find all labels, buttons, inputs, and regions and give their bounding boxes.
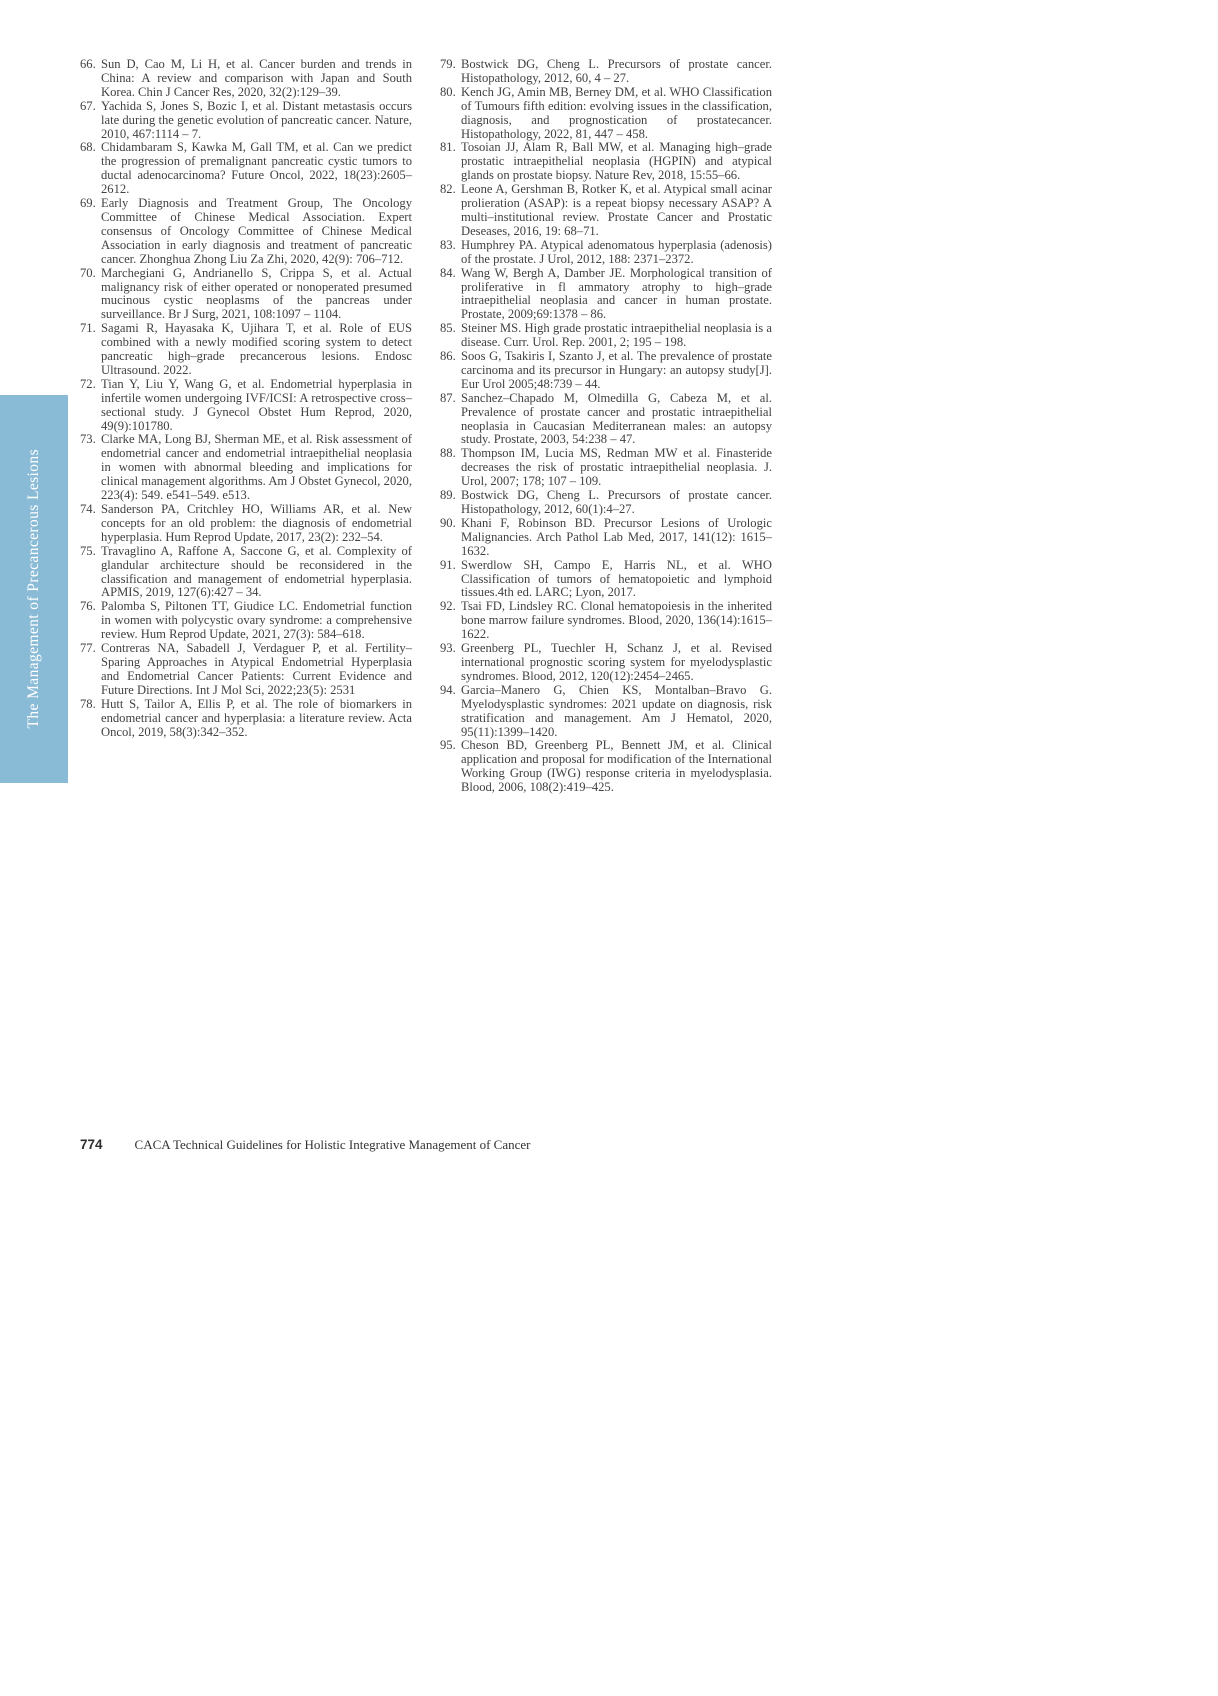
references-column-right bbox=[440, 58, 772, 795]
reference-text: Greenberg PL, Tuechler H, Schanz J, et al. Revised international prognostic scoring system for myelodysplastic syndromes. Blood, 2012, 120(12):2454–2465. bbox=[461, 641, 772, 683]
reference-item bbox=[440, 322, 772, 350]
reference-item bbox=[440, 392, 772, 448]
reference-item bbox=[440, 86, 772, 142]
reference-text: Early Diagnosis and Treatment Group, The Oncology Committee of Chinese Medical Association. Expert consensus of Oncology Committee of Chinese Medical Association in early diagnosis and treatment of pancreatic cancer. Zhonghua Zhong Liu Za Zhi, 2020, 42(9): 706–712. bbox=[101, 196, 412, 266]
reference-item bbox=[80, 141, 412, 197]
reference-item bbox=[80, 100, 412, 142]
reference-text: Garcia–Manero G, Chien KS, Montalban–Bravo G. Myelodysplastic syndromes: 2021 update on diagnosis, risk stratification and management. Am J Hematol, 2020, 95(11):1399–1420. bbox=[461, 682, 772, 739]
reference-number: 93. bbox=[440, 641, 456, 656]
reference-item bbox=[440, 559, 772, 601]
reference-number: 71. bbox=[80, 321, 96, 336]
reference-number: 91. bbox=[440, 557, 456, 572]
reference-text: Tsai FD, Lindsley RC. Clonal hematopoiesis in the inherited bone marrow failure syndromes. Blood, 2020, 136(14):1615–1622. bbox=[461, 599, 772, 642]
reference-text: Marchegiani G, Andrianello S, Crippa S, et al. Actual malignancy risk of either operated or nonoperated presumed mucinous cystic neoplasms of the pancreas under surveillance. Br J Surg, 2021, 108:1097 – 1104. bbox=[101, 265, 412, 322]
references-column-left bbox=[80, 58, 412, 795]
reference-item bbox=[440, 739, 772, 795]
reference-item bbox=[440, 642, 772, 684]
reference-number: 81. bbox=[440, 140, 456, 155]
reference-text: Tian Y, Liu Y, Wang G, et al. Endometrial hyperplasia in infertile women undergoing IVF/ICSI: A retrospective cross–sectional study. J Gynecol Obstet Hum Reprod, 2020, 49(9):101780. bbox=[101, 376, 412, 433]
reference-text: Tosoian JJ, Alam R, Ball MW, et al. Managing high–grade prostatic intraepithelial neoplasia (HGPIN) and atypical glands on prostate biopsy. Nature Rev, 2018, 15:55–66. bbox=[461, 140, 772, 183]
reference-item bbox=[80, 378, 412, 434]
reference-number: 82. bbox=[440, 182, 456, 197]
reference-item bbox=[440, 58, 772, 86]
reference-item bbox=[440, 489, 772, 517]
reference-item bbox=[80, 503, 412, 545]
reference-text: Thompson IM, Lucia MS, Redman MW et al. Finasteride decreases the risk of prostatic intraepithelial neoplasia. J. Urol, 2007; 178; 107 – 109. bbox=[461, 446, 772, 489]
reference-text: Bostwick DG, Cheng L. Precursors of prostate cancer. Histopathology, 2012, 60(1):4–27. bbox=[461, 488, 772, 516]
reference-item bbox=[80, 600, 412, 642]
reference-text: Chidambaram S, Kawka M, Gall TM, et al. Can we predict the progression of premalignant pancreatic cystic tumors to ductal adenocarcinoma? Future Oncol, 2022, 18(23):2605–2612. bbox=[101, 140, 412, 197]
reference-text: Palomba S, Piltonen TT, Giudice LC. Endometrial function in women with polycystic ovary syndrome: a comprehensive review. Hum Reprod Update, 2021, 27(3): 584–618. bbox=[101, 599, 412, 642]
chapter-sidebar-band bbox=[0, 395, 68, 783]
reference-number: 95. bbox=[440, 738, 456, 753]
reference-number: 78. bbox=[80, 696, 96, 711]
reference-number: 74. bbox=[80, 502, 96, 516]
reference-item bbox=[440, 600, 772, 642]
reference-item bbox=[440, 350, 772, 392]
reference-number: 77. bbox=[80, 641, 96, 656]
reference-number: 88. bbox=[440, 446, 456, 461]
reference-text: Travaglino A, Raffone A, Saccone G, et al. Complexity of glandular architecture should be reconsidered in the classification and management of endometrial hyperplasia. APMIS, 2019, 127(6):427 – 34. bbox=[101, 543, 412, 600]
reference-item bbox=[80, 197, 412, 267]
reference-item bbox=[440, 447, 772, 489]
reference-item bbox=[440, 267, 772, 323]
reference-number: 87. bbox=[440, 390, 456, 405]
reference-text: Cheson BD, Greenberg PL, Bennett JM, et al. Clinical application and proposal for modification of the International Working Group (IWG) response criteria in myelodysplasia. Blood, 2006, 108(2):419–425. bbox=[461, 738, 772, 795]
reference-text: Sun D, Cao M, Li H, et al. Cancer burden and trends in China: A review and comparison with Japan and South Korea. Chin J Cancer Res, 2020, 32(2):129–39. bbox=[101, 57, 412, 99]
reference-number: 68. bbox=[80, 140, 96, 155]
reference-item bbox=[440, 183, 772, 239]
reference-item bbox=[440, 517, 772, 559]
reference-item bbox=[80, 58, 412, 100]
reference-text: Bostwick DG, Cheng L. Precursors of prostate cancer. Histopathology, 2012, 60, 4 – 27. bbox=[461, 57, 772, 85]
reference-item bbox=[80, 433, 412, 503]
reference-number: 84. bbox=[440, 265, 456, 280]
reference-text: Leone A, Gershman B, Rotker K, et al. Atypical small acinar prolieration (ASAP): is a repeat biopsy necessary ASAP? A multi–institutional review. Prostate Cancer and Prostatic Deseases, 2016, 19: 68–71. bbox=[461, 182, 772, 238]
reference-number: 80. bbox=[440, 84, 456, 99]
reference-number: 69. bbox=[80, 196, 96, 211]
reference-number: 90. bbox=[440, 515, 456, 530]
footer-running-title: CACA Technical Guidelines for Holistic Integrative Management of Cancer bbox=[134, 1137, 531, 1152]
reference-text: Yachida S, Jones S, Bozic I, et al. Distant metastasis occurs late during the genetic evolution of pancreatic cancer. Nature, 2010, 467:1114 – 7. bbox=[101, 98, 412, 141]
reference-text: Sanchez–Chapado M, Olmedilla G, Cabeza M, et al. Prevalence of prostate cancer and prostatic intraepithelial neoplasia in Caucasian Mediterranean males: an autopsy study. Prostate, 2003, 54:238 – 47. bbox=[461, 390, 772, 447]
reference-item bbox=[80, 322, 412, 378]
reference-number: 85. bbox=[440, 321, 456, 336]
reference-number: 92. bbox=[440, 599, 456, 614]
reference-number: 76. bbox=[80, 599, 96, 614]
reference-text: Swerdlow SH, Campo E, Harris NL, et al. WHO Classification of tumors of hematopoietic and lymphoid tissues.4th ed. LARC; Lyon, 2017. bbox=[461, 557, 772, 600]
chapter-title-vertical: The Management of Precancerous Lesions bbox=[25, 449, 42, 729]
reference-number: 79. bbox=[440, 57, 456, 71]
page-number: 774 bbox=[80, 1137, 103, 1152]
reference-number: 83. bbox=[440, 237, 456, 252]
reference-text: Clarke MA, Long BJ, Sherman ME, et al. Risk assessment of endometrial cancer and endometrial intraepithelial neoplasia in women with abnormal bleeding and implications for clinical management algorithms. Am J Obstet Gynecol, 2020, 223(4): 549. e541–549. e513. bbox=[101, 432, 412, 503]
reference-number: 75. bbox=[80, 543, 96, 558]
reference-number: 67. bbox=[80, 98, 96, 113]
reference-number: 86. bbox=[440, 349, 456, 364]
page-footer bbox=[80, 1137, 531, 1153]
reference-number: 72. bbox=[80, 376, 96, 391]
reference-number: 89. bbox=[440, 488, 456, 503]
references-section bbox=[80, 58, 772, 795]
reference-number: 94. bbox=[440, 682, 456, 697]
reference-text: Khani F, Robinson BD. Precursor Lesions of Urologic Malignancies. Arch Pathol Lab Med, 2017, 141(12): 1615–1632. bbox=[461, 515, 772, 558]
reference-item bbox=[80, 698, 412, 740]
reference-number: 66. bbox=[80, 57, 96, 71]
reference-text: Sanderson PA, Critchley HO, Williams AR, et al. New concepts for an old problem: the diagnosis of endometrial hyperplasia. Hum Reprod Update, 2017, 23(2): 232–54. bbox=[101, 502, 412, 544]
reference-item bbox=[440, 239, 772, 267]
reference-number: 73. bbox=[80, 432, 96, 447]
reference-item bbox=[440, 141, 772, 183]
reference-text: Wang W, Bergh A, Damber JE. Morphological transition of proliferative in fl ammatory atrophy to high–grade intraepithelial neoplasia and cancer in human prostate. Prostate, 2009;69:1378 – 86. bbox=[461, 265, 772, 322]
reference-item bbox=[80, 545, 412, 601]
reference-text: Hutt S, Tailor A, Ellis P, et al. The role of biomarkers in endometrial cancer and hyperplasia: a literature review. Acta Oncol, 2019, 58(3):342–352. bbox=[101, 696, 412, 739]
reference-text: Sagami R, Hayasaka K, Ujihara T, et al. Role of EUS combined with a newly modified scoring system to detect pancreatic high–grade precancerous lesions. Endosc Ultrasound. 2022. bbox=[101, 321, 412, 377]
reference-text: Contreras NA, Sabadell J, Verdaguer P, et al. Fertility–Sparing Approaches in Atypical Endometrial Hyperplasia and Endometrial Cancer Patients: Current Evidence and Future Directions. Int J Mol Sci, 2022;23(5): 2531 bbox=[101, 641, 412, 697]
reference-item bbox=[80, 642, 412, 698]
reference-item bbox=[80, 267, 412, 323]
reference-text: Soos G, Tsakiris I, Szanto J, et al. The prevalence of prostate carcinoma and its precursor in Hungary: an autopsy study[J]. Eur Urol 2005;48:739 – 44. bbox=[461, 349, 772, 391]
reference-number: 70. bbox=[80, 265, 96, 280]
reference-text: Steiner MS. High grade prostatic intraepithelial neoplasia is a disease. Curr. Urol. Rep. 2001, 2; 195 – 198. bbox=[461, 321, 772, 350]
reference-text: Humphrey PA. Atypical adenomatous hyperplasia (adenosis) of the prostate. J Urol, 2012, 188: 2371–2372. bbox=[461, 237, 772, 266]
reference-item bbox=[440, 684, 772, 740]
reference-text: Kench JG, Amin MB, Berney DM, et al. WHO Classification of Tumours fifth edition: evolving issues in the classification, diagnosis, and prognostication of prostatecancer. Histopathology, 2022, 81, 447 – 458. bbox=[461, 84, 772, 141]
